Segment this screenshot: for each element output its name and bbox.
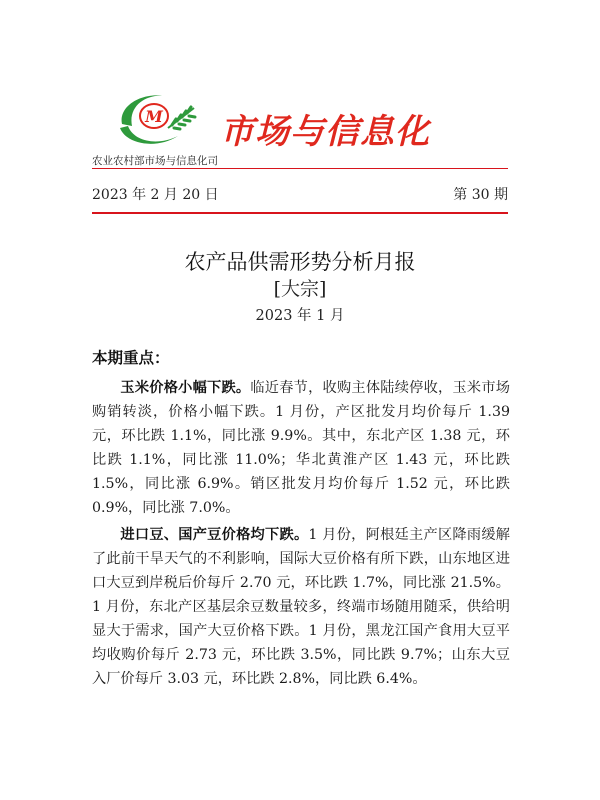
report-title: 农产品供需形势分析月报 [184,250,416,274]
report-body [92,376,510,691]
organization-name: 农业农村部市场与信息化司 [92,155,218,167]
ministry-logo [112,88,200,150]
section-heading: 本期重点： [92,349,170,367]
issue-number: 第 30 期 [453,187,508,203]
paragraph-lead: 玉米价格小幅下跌。 [120,380,251,396]
paragraph-soybean [92,523,510,692]
paragraph-text: 临近春节，收购主体陆续停收，玉米市场购销转淡，价格小幅下跌。1 月份，产区批发月均价每斤 1.39 元，环比跌 1.1%，同比涨 9.9%。其中，东北产区 1.38 元，环比跌 1.1%，同比涨 11.0%；华北黄淮产区 1.43 元，环比跌 1.5%，同比涨 6.9%。销区批发月均价每斤 1.52 元，环比跌 0.9%，同比涨 7.0%。 [92,380,510,517]
logo-letter: M [145,107,163,126]
red-divider [92,212,508,214]
report-period: 2023 年 1 月 [255,308,345,324]
paragraph-lead: 进口豆、国产豆价格均下跌。 [120,526,309,543]
masthead-title: 市场与信息化 [220,112,430,152]
paragraph-text: 1 月份，阿根廷主产区降雨缓解了此前干旱天气的不利影响，国际大豆价格有所下跌，山东地区进口大豆到岸税后价每斤 2.70 元，环比跌 1.7%，同比涨 21.5%。1 月份，东北产区基层余豆数量较多，终端市场随用随采，供给明显大于需求，国产大豆价格下跌。1 月份，黑龙江国产食用大豆平均收购价每斤 2.73 元，环比跌 3.5%，同比跌 9.7%；山东大豆入厂价每斤 3.03 元，环比跌 2.8%，同比跌 6.4%。 [92,526,510,688]
paragraph-corn [92,376,510,521]
issue-date: 2023 年 2 月 20 日 [92,187,219,203]
header-divider [92,168,508,169]
report-subtitle: [大宗] [273,278,327,300]
issue-info [92,184,508,204]
